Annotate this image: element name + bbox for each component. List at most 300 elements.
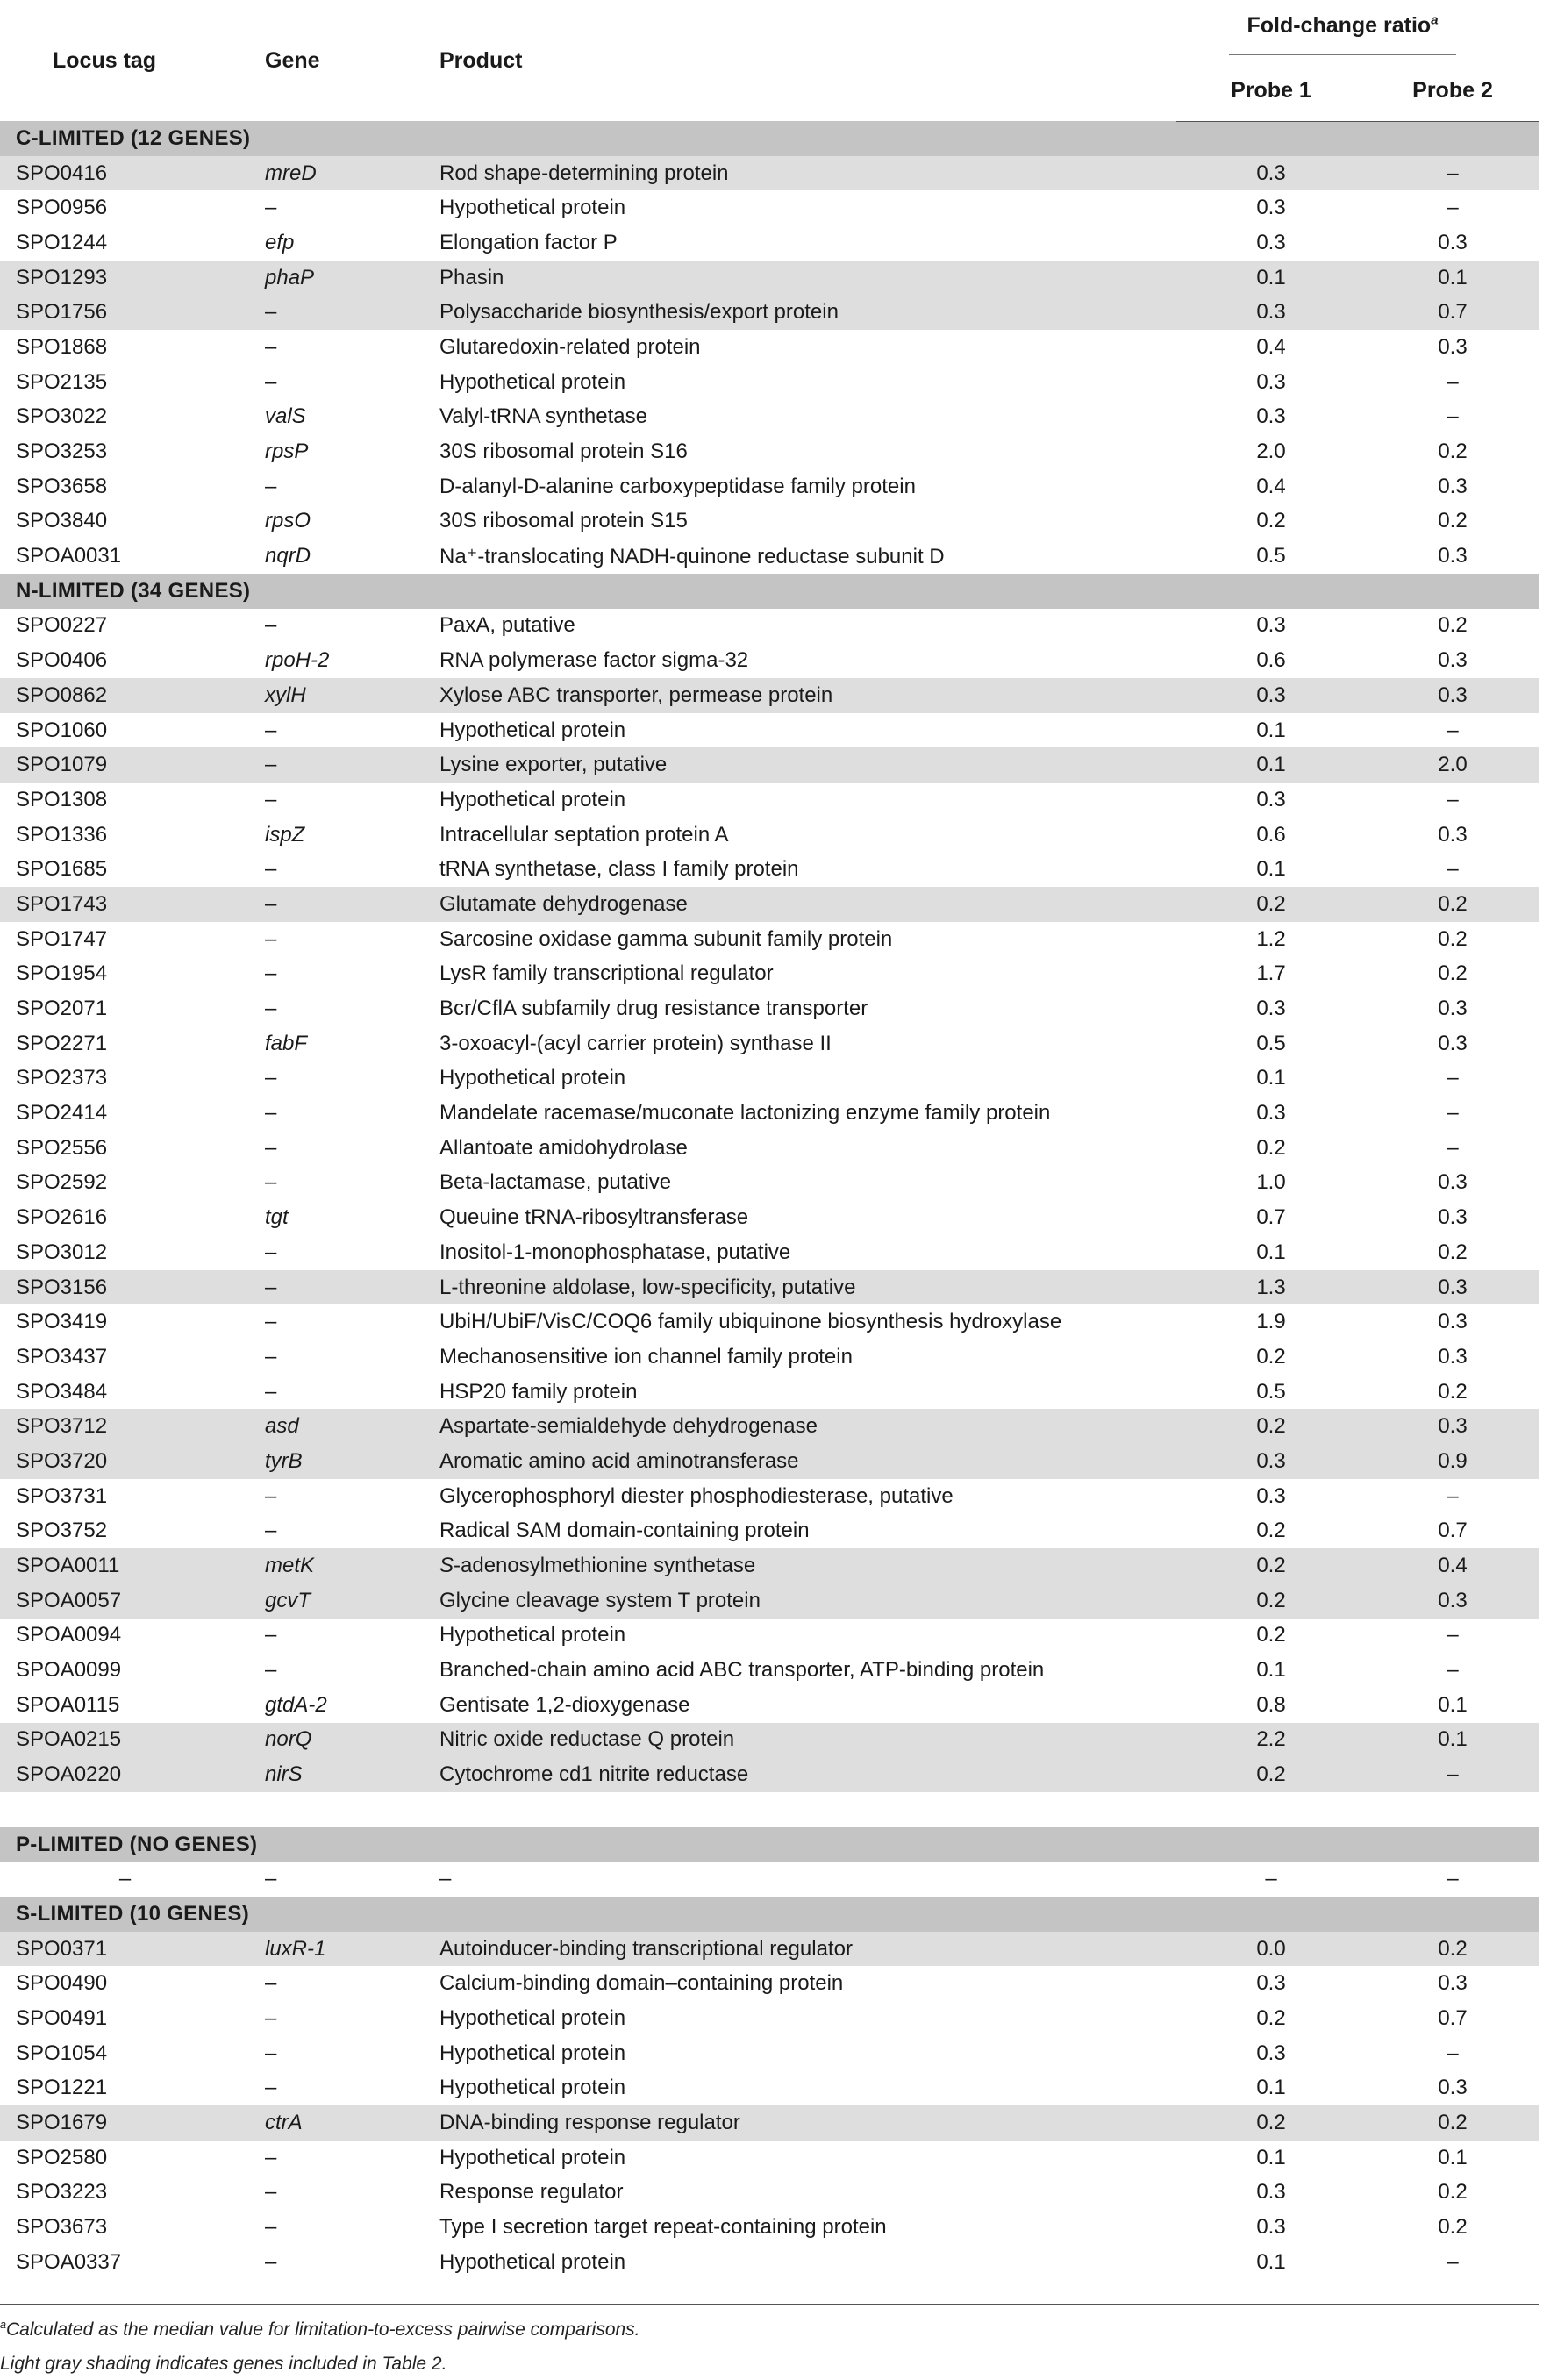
locus-tag-cell: SPO0227 [16, 613, 108, 638]
locus-tag-cell: SPOA0099 [16, 1658, 122, 1683]
locus-tag-cell: SPO2414 [16, 1101, 108, 1126]
locus-tag-cell: SPO2071 [16, 997, 108, 1021]
table-row [0, 1966, 1539, 2001]
gene-cell: – [265, 1658, 277, 1683]
probe1-value: 0.3 [1256, 2215, 1286, 2240]
product-cell: Nitric oxide reductase Q protein [439, 1723, 1176, 1758]
probe1-value: 0.1 [1176, 747, 1366, 783]
product-cell: Hypothetical protein [439, 2145, 626, 2169]
table-row [0, 330, 1539, 365]
locus-tag-cell: SPO3658 [16, 474, 108, 498]
gene-cell: – [265, 2041, 277, 2065]
table-row [0, 643, 1539, 678]
probe1-value: 0.3 [1256, 997, 1286, 1021]
probe1-value: 0.3 [1256, 369, 1286, 394]
section-title: P-LIMITED (NO GENES) [0, 1827, 1539, 1862]
section-header-row [0, 574, 1539, 609]
table-row [0, 1479, 1539, 1514]
locus-tag-cell: SPOA0337 [16, 2249, 122, 2274]
locus-tag-cell: SPO1685 [16, 857, 108, 882]
probe2-value: 0.7 [1438, 2005, 1468, 2030]
gene-cell: – [250, 1270, 439, 1305]
product-cell: Elongation factor P [439, 230, 618, 254]
product-cell: RNA polymerase factor sigma-32 [439, 648, 749, 673]
table-row [0, 1270, 1539, 1305]
probe1-value: 0.3 [1176, 1444, 1366, 1479]
product-cell: Hypothetical protein [439, 2249, 626, 2274]
probe2-value: 0.3 [1366, 678, 1539, 713]
table-row [0, 1548, 1539, 1583]
probe1-value: 0.3 [1256, 1971, 1286, 1996]
probe2-value: 0.3 [1438, 1031, 1468, 1055]
probe1-value: 0.3 [1256, 787, 1286, 811]
table-row [0, 2036, 1539, 2071]
locus-tag-cell: SPO0490 [16, 1971, 108, 1996]
probe1-value: 1.2 [1256, 926, 1286, 951]
product-cell: Calcium-binding domain–containing protein [439, 1971, 844, 1996]
table-row [0, 2245, 1539, 2280]
probe1-value: 0.3 [1256, 1101, 1286, 1126]
probe2-value: – [1447, 1101, 1459, 1126]
locus-tag-cell: SPOA0031 [16, 544, 122, 568]
probe2-value: – [1366, 156, 1539, 191]
product-cell: Hypothetical protein [439, 1623, 626, 1647]
table-row [0, 469, 1539, 504]
table-row [0, 783, 1539, 818]
product-cell: Glutaredoxin-related protein [439, 334, 701, 359]
probe1-value: 0.2 [1176, 1757, 1366, 1792]
probe1-value: 0.2 [1256, 1623, 1286, 1647]
table-row [0, 190, 1539, 225]
probe1-value: 0.2 [1256, 1135, 1286, 1160]
gene-cell: – [265, 961, 277, 986]
table-row [0, 1723, 1539, 1758]
table-row [0, 2141, 1539, 2176]
footnote-a-text: Calculated as the median value for limitation-to-excess pairwise comparisons. [6, 2319, 640, 2340]
section-title: C-LIMITED (12 GENES) [0, 121, 1539, 156]
locus-tag-cell: SPO2373 [16, 1066, 108, 1090]
table-row [0, 1375, 1539, 1410]
product-cell: – [439, 1867, 452, 1891]
gene-cell: valS [265, 404, 306, 429]
product-cell [439, 1548, 1176, 1583]
product-cell: Beta-lactamase, putative [439, 1170, 672, 1195]
probe2-value: – [1366, 1757, 1539, 1792]
locus-tag-cell: SPO1293 [0, 261, 250, 296]
probe2-value: 0.1 [1438, 1692, 1468, 1717]
locus-tag-cell: SPO3673 [16, 2215, 108, 2240]
product-cell: Mandelate racemase/muconate lactonizing enzyme family protein [439, 1101, 1051, 1126]
probe2-value: 0.2 [1438, 1379, 1468, 1404]
table-row [0, 225, 1539, 261]
product-rest: -adenosylmethionine synthetase [454, 1554, 756, 1578]
table-header [0, 0, 1539, 121]
probe1-value: 0.1 [1256, 1658, 1286, 1683]
product-italic-prefix: S [439, 1554, 454, 1578]
product-cell: Rod shape-determining protein [439, 156, 1176, 191]
table-row [0, 434, 1539, 469]
product-cell: Branched-chain amino acid ABC transporter, ATP-binding protein [439, 1658, 1045, 1683]
probe2-value: – [1447, 1867, 1459, 1891]
product-cell: Gentisate 1,2-dioxygenase [439, 1692, 690, 1717]
gene-cell: – [265, 2215, 277, 2240]
probe2-value: 0.4 [1366, 1548, 1539, 1583]
table-row [0, 295, 1539, 330]
locus-tag-cell: SPO2580 [16, 2145, 108, 2169]
probe1-value: 0.2 [1176, 1409, 1366, 1444]
header-gene: Gene [265, 47, 320, 73]
product-cell: Radical SAM domain-containing protein [439, 1519, 810, 1543]
gene-cell: – [265, 1310, 277, 1334]
locus-tag-cell: SPO0862 [0, 678, 250, 713]
gene-cell: – [265, 1135, 277, 1160]
gene-cell: – [265, 1240, 277, 1264]
probe1-value: 0.1 [1256, 1066, 1286, 1090]
probe2-value: 0.3 [1438, 822, 1468, 847]
gene-cell: – [265, 474, 277, 498]
gene-cell: xylH [250, 678, 439, 713]
locus-tag-cell: SPOA0215 [0, 1723, 250, 1758]
product-cell: Allantoate amidohydrolase [439, 1135, 688, 1160]
probe1-value: 0.2 [1256, 509, 1286, 533]
table-body [0, 121, 1539, 2280]
probe2-value: – [1447, 1623, 1459, 1647]
table-row [0, 1131, 1539, 1166]
footnote-a [0, 2319, 640, 2341]
probe1-value: 0.3 [1176, 295, 1366, 330]
product-cell: Xylose ABC transporter, permease protein [439, 678, 1176, 713]
locus-tag-cell: SPO3840 [16, 509, 108, 533]
probe1-value: 1.9 [1256, 1310, 1286, 1334]
table-row [0, 1862, 1539, 1897]
probe1-value: 0.2 [1176, 1583, 1366, 1619]
gene-cell: nirS [250, 1757, 439, 1792]
probe2-value: 0.3 [1438, 1971, 1468, 1996]
product-cell: Valyl-tRNA synthetase [439, 404, 647, 429]
gene-cell: metK [250, 1548, 439, 1583]
probe2-value: 0.9 [1366, 1444, 1539, 1479]
locus-tag-cell: SPO2556 [16, 1135, 108, 1160]
product-cell: Hypothetical protein [439, 1066, 626, 1090]
gene-cell: tgt [265, 1205, 289, 1230]
product-cell: Cytochrome cd1 nitrite reductase [439, 1757, 1176, 1792]
gene-cell: ctrA [250, 2105, 439, 2141]
locus-tag-cell: SPOA0220 [0, 1757, 250, 1792]
locus-tag-cell: SPO3752 [16, 1519, 108, 1543]
probe2-value: 0.3 [1366, 1270, 1539, 1305]
gene-cell: nqrD [265, 544, 311, 568]
locus-tag-cell: SPO0416 [0, 156, 250, 191]
gene-cell: ispZ [265, 822, 305, 847]
probe1-value: 0.1 [1256, 857, 1286, 882]
gene-cell: phaP [250, 261, 439, 296]
table-row [0, 1514, 1539, 1549]
probe1-value: 0.1 [1256, 2249, 1286, 2274]
gene-cell: – [265, 1867, 277, 1891]
header-probe-1: Probe 1 [1176, 61, 1366, 121]
table-row [0, 1409, 1539, 1444]
probe2-value: 0.3 [1366, 1583, 1539, 1619]
product-cell: 30S ribosomal protein S15 [439, 509, 688, 533]
probe2-value: – [1447, 2041, 1459, 2065]
probe2-value: 0.3 [1438, 1310, 1468, 1334]
probe1-value: 1.7 [1256, 961, 1286, 986]
probe1-value: 0.3 [1256, 613, 1286, 638]
table-row [0, 991, 1539, 1026]
gene-cell: – [265, 2005, 277, 2030]
probe1-value: 0.6 [1256, 822, 1286, 847]
locus-tag-cell: SPO3720 [0, 1444, 250, 1479]
product-cell: Type I secretion target repeat-containing protein [439, 2215, 887, 2240]
locus-tag-cell: SPO1336 [16, 822, 108, 847]
gene-cell: luxR-1 [250, 1932, 439, 1967]
probe2-value: 0.3 [1438, 544, 1468, 568]
product-cell: Phasin [439, 261, 1176, 296]
probe2-value: 0.2 [1438, 613, 1468, 638]
gene-cell: tyrB [250, 1444, 439, 1479]
locus-tag-cell: SPO1743 [0, 887, 250, 922]
gene-cell: – [265, 2145, 277, 2169]
product-cell: Hypothetical protein [439, 2076, 626, 2100]
gene-cell: – [250, 295, 439, 330]
product-cell: tRNA synthetase, class I family protein [439, 857, 799, 882]
locus-tag-cell: SPOA0115 [16, 1692, 120, 1717]
header-locus-tag: Locus tag [53, 47, 157, 73]
gene-cell: fabF [265, 1031, 308, 1055]
table-row [0, 2176, 1539, 2211]
product-cell: Hypothetical protein [439, 718, 626, 742]
probe2-value: 0.3 [1438, 1205, 1468, 1230]
product-cell: Hypothetical protein [439, 2041, 626, 2065]
probe1-value: 0.1 [1256, 718, 1286, 742]
probe1-value: 0.2 [1256, 2005, 1286, 2030]
locus-tag-cell: SPO1868 [16, 334, 108, 359]
probe1-value: 0.4 [1256, 474, 1286, 498]
table-row [0, 1166, 1539, 1201]
locus-tag-cell: SPO1756 [0, 295, 250, 330]
table-row [0, 2071, 1539, 2106]
gene-cell: – [265, 334, 277, 359]
header-fold-change [1176, 0, 1539, 61]
gene-cell: – [265, 718, 277, 742]
locus-tag-cell: SPO1060 [16, 718, 108, 742]
table-row [0, 852, 1539, 887]
header-fold-change-label: Fold-change ratio [1247, 13, 1432, 38]
table-row [0, 1932, 1539, 1967]
product-cell: Glycine cleavage system T protein [439, 1583, 1176, 1619]
probe2-value: 0.2 [1438, 509, 1468, 533]
table-row [0, 1096, 1539, 1131]
probe2-value: 0.1 [1366, 1723, 1539, 1758]
probe2-value: 0.2 [1438, 440, 1468, 464]
product-cell: Glutamate dehydrogenase [439, 887, 1176, 922]
product-cell: Aromatic amino acid aminotransferase [439, 1444, 1176, 1479]
table-row [0, 887, 1539, 922]
product-cell: Aspartate-semialdehyde dehydrogenase [439, 1409, 1176, 1444]
gene-cell: – [265, 613, 277, 638]
locus-tag-cell: SPO1308 [16, 787, 108, 811]
locus-tag-cell: SPO3223 [16, 2180, 108, 2205]
probe2-value: 0.3 [1438, 1344, 1468, 1369]
footnote-shading: Light gray shading indicates genes included in Table 2. [0, 2354, 447, 2374]
product-cell: Queuine tRNA-ribosyltransferase [439, 1205, 749, 1230]
gene-cell: – [265, 1066, 277, 1090]
gene-cell: gcvT [250, 1583, 439, 1619]
probe2-value: 0.1 [1438, 2145, 1468, 2169]
section-header-row [0, 1827, 1539, 1862]
probe1-value: 0.3 [1256, 2041, 1286, 2065]
table-row [0, 609, 1539, 644]
probe1-value: 0.3 [1256, 2180, 1286, 2205]
probe1-value: 1.0 [1256, 1170, 1286, 1195]
product-cell: Lysine exporter, putative [439, 747, 1176, 783]
product-cell: D-alanyl-D-alanine carboxypeptidase family protein [439, 474, 916, 498]
locus-tag-cell: SPO3253 [16, 440, 108, 464]
gene-cell: – [265, 1519, 277, 1543]
table-row [0, 1061, 1539, 1097]
locus-tag-cell: SPO3419 [16, 1310, 108, 1334]
gene-cell: mreD [250, 156, 439, 191]
footnote-a-mark: a [0, 2319, 7, 2331]
locus-tag-cell: SPO0371 [0, 1932, 250, 1967]
table-row [0, 1235, 1539, 1270]
gene-cell: – [265, 997, 277, 1021]
gene-cell: – [265, 1101, 277, 1126]
table-row [0, 713, 1539, 748]
product-cell: L-threonine aldolase, low-specificity, putative [439, 1270, 1176, 1305]
table-row [0, 957, 1539, 992]
probe2-value: 0.3 [1438, 474, 1468, 498]
probe2-value: – [1447, 404, 1459, 429]
locus-tag-cell: SPO1747 [16, 926, 108, 951]
locus-tag-cell: SPO2135 [16, 369, 108, 394]
table-row [0, 1026, 1539, 1061]
table-row [0, 504, 1539, 540]
gene-cell: – [265, 1379, 277, 1404]
gene-cell: – [265, 1971, 277, 1996]
section-header-row [0, 121, 1539, 156]
probe1-value: 0.2 [1256, 1519, 1286, 1543]
probe2-value: – [1447, 787, 1459, 811]
probe2-value: 0.2 [1366, 1932, 1539, 1967]
table-row [0, 261, 1539, 296]
probe1-value: 0.8 [1256, 1692, 1286, 1717]
section-gap-cell [0, 1792, 1539, 1827]
table-row [0, 747, 1539, 783]
product-cell: Na⁺-translocating NADH-quinone reductase subunit D [439, 544, 945, 568]
locus-tag-cell: SPO1679 [0, 2105, 250, 2141]
product-cell: Hypothetical protein [439, 787, 626, 811]
probe1-value: 0.4 [1256, 334, 1286, 359]
probe1-value: 0.3 [1176, 678, 1366, 713]
table-row [0, 1688, 1539, 1723]
gene-cell: – [265, 369, 277, 394]
header-probe-2: Probe 2 [1366, 61, 1539, 121]
product-cell: Response regulator [439, 2180, 624, 2205]
gene-cell: efp [265, 230, 295, 254]
probe2-value: – [1447, 1135, 1459, 1160]
table-row [0, 1653, 1539, 1688]
gene-cell: – [250, 747, 439, 783]
table-row [0, 1200, 1539, 1235]
product-cell: Hypothetical protein [439, 369, 626, 394]
gene-cell: – [265, 1483, 277, 1508]
product-cell: UbiH/UbiF/VisC/COQ6 family ubiquinone biosynthesis hydroxylase [439, 1310, 1062, 1334]
header-fold-change-footnote-mark: a [1431, 12, 1439, 28]
gene-cell: rpsO [265, 509, 311, 533]
probe1-value: 0.2 [1176, 887, 1366, 922]
probe2-value: 0.1 [1366, 261, 1539, 296]
locus-tag-cell: SPO3156 [0, 1270, 250, 1305]
locus-tag-cell: SPO0406 [16, 648, 108, 673]
gene-cell: – [265, 196, 277, 220]
probe1-value: 0.7 [1256, 1205, 1286, 1230]
probe1-value: 0.3 [1256, 404, 1286, 429]
probe2-value: 0.2 [1438, 961, 1468, 986]
product-cell: Autoinducer-binding transcriptional regulator [439, 1932, 1176, 1967]
locus-tag-cell: SPO2592 [16, 1170, 108, 1195]
probe2-value: 0.3 [1438, 334, 1468, 359]
probe2-value: 0.3 [1438, 648, 1468, 673]
gene-cell: norQ [250, 1723, 439, 1758]
locus-tag-cell: SPO3022 [16, 404, 108, 429]
product-cell: 30S ribosomal protein S16 [439, 440, 688, 464]
locus-tag-cell: SPOA0011 [0, 1548, 250, 1583]
product-cell: Inositol-1-monophosphatase, putative [439, 1240, 791, 1264]
probe2-value: 0.3 [1438, 1170, 1468, 1195]
table-row [0, 1304, 1539, 1340]
probe1-value: 2.2 [1176, 1723, 1366, 1758]
product-cell: Bcr/CflA subfamily drug resistance transporter [439, 997, 868, 1021]
locus-tag-cell: SPO3731 [16, 1483, 108, 1508]
gene-cell: – [265, 2076, 277, 2100]
table-row [0, 1583, 1539, 1619]
probe1-value: 0.1 [1256, 2076, 1286, 2100]
section-gap [0, 1792, 1539, 1827]
table-row [0, 1340, 1539, 1375]
locus-tag-cell: SPO1079 [0, 747, 250, 783]
table-row [0, 2001, 1539, 2036]
locus-tag-cell: SPO1954 [16, 961, 108, 986]
probe2-value: 0.2 [1438, 1240, 1468, 1264]
probe1-value: 0.1 [1176, 261, 1366, 296]
probe2-value: 0.7 [1438, 1519, 1468, 1543]
table-row [0, 1757, 1539, 1792]
probe2-value: 0.2 [1438, 2180, 1468, 2205]
gene-cell: rpoH-2 [265, 648, 330, 673]
locus-tag-cell: SPO0956 [16, 196, 108, 220]
section-title: S-LIMITED (10 GENES) [0, 1897, 1539, 1932]
product-cell: Glycerophosphoryl diester phosphodiesterase, putative [439, 1483, 954, 1508]
gene-cell: – [265, 787, 277, 811]
locus-tag-cell: SPO1244 [16, 230, 108, 254]
probe2-value: 0.3 [1438, 230, 1468, 254]
product-cell: Hypothetical protein [439, 196, 626, 220]
gene-cell: – [265, 1623, 277, 1647]
gene-cell: gtdA-2 [265, 1692, 327, 1717]
probe2-value: 0.2 [1366, 887, 1539, 922]
locus-tag-cell: – [118, 1867, 132, 1891]
locus-tag-cell: SPO3012 [16, 1240, 108, 1264]
product-cell: Sarcosine oxidase gamma subunit family protein [439, 926, 893, 951]
probe2-value: 0.2 [1366, 2105, 1539, 2141]
product-cell: 3-oxoacyl-(acyl carrier protein) synthase II [439, 1031, 832, 1055]
probe1-value: 0.2 [1176, 2105, 1366, 2141]
product-cell: Intracellular septation protein A [439, 822, 729, 847]
gene-cell: – [265, 857, 277, 882]
probe2-value: 0.3 [1366, 1409, 1539, 1444]
table-row [0, 2210, 1539, 2245]
